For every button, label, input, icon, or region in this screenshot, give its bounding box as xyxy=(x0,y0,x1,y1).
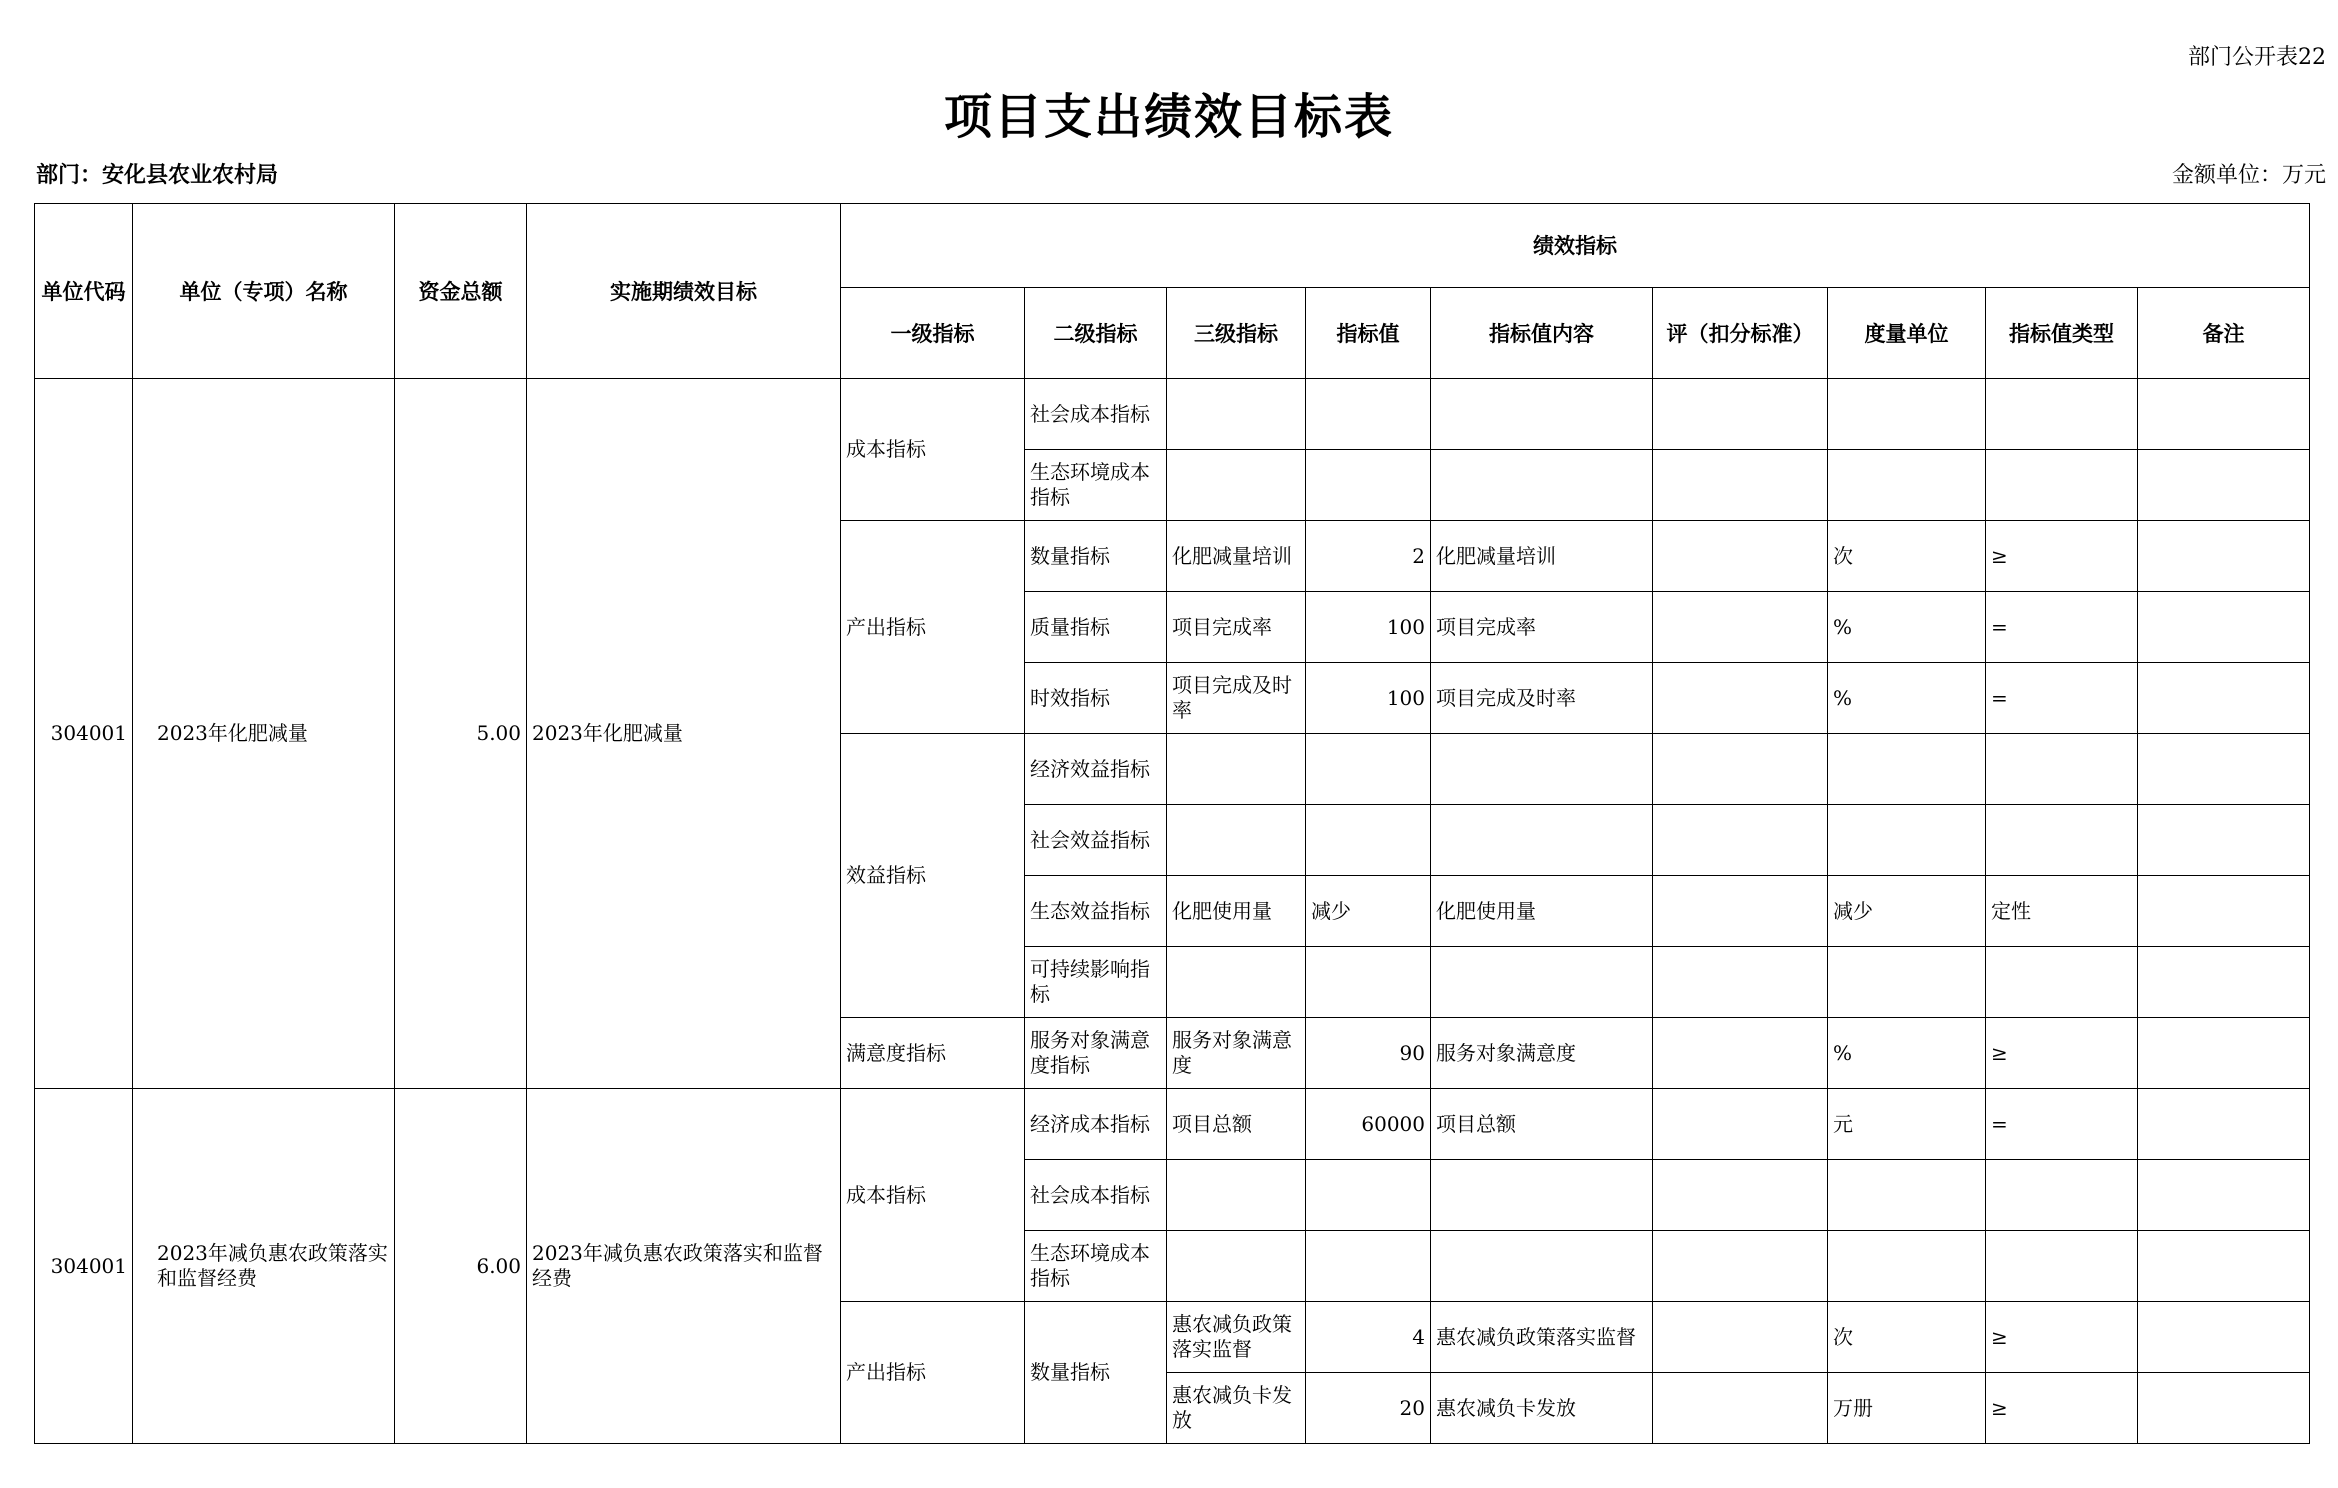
value-cell: 4 xyxy=(1306,1302,1431,1373)
value-content-cell: 项目完成及时率 xyxy=(1431,663,1653,734)
value-type-cell: ≥ xyxy=(1986,1018,2138,1089)
value-cell: 100 xyxy=(1306,592,1431,663)
value-type-cell xyxy=(1986,805,2138,876)
value-type-cell xyxy=(1986,450,2138,521)
value-content-cell: 惠农减负政策落实监督 xyxy=(1431,1302,1653,1373)
header-remark: 备注 xyxy=(2138,288,2310,379)
header-value-type: 指标值类型 xyxy=(1986,288,2138,379)
value-cell xyxy=(1306,379,1431,450)
remark-cell xyxy=(2138,450,2310,521)
value-type-cell xyxy=(1986,947,2138,1018)
value-cell xyxy=(1306,1160,1431,1231)
level2-cell: 生态环境成本指标 xyxy=(1025,450,1167,521)
level1-cell: 满意度指标 xyxy=(841,1018,1025,1089)
value-cell: 2 xyxy=(1306,521,1431,592)
total-funds-cell: 5.00 xyxy=(395,379,527,1089)
level3-cell: 化肥使用量 xyxy=(1167,876,1306,947)
value-cell xyxy=(1306,947,1431,1018)
level3-cell: 项目完成及时率 xyxy=(1167,663,1306,734)
value-content-cell xyxy=(1431,734,1653,805)
level3-cell: 化肥减量培训 xyxy=(1167,521,1306,592)
measure-unit-cell xyxy=(1828,947,1986,1018)
measure-unit-cell: % xyxy=(1828,663,1986,734)
level2-cell: 服务对象满意度指标 xyxy=(1025,1018,1167,1089)
scoring-cell xyxy=(1653,1018,1828,1089)
table-row xyxy=(35,379,2310,450)
table-row xyxy=(35,1089,2310,1160)
header-indicators: 绩效指标 xyxy=(841,204,2310,288)
value-content-cell xyxy=(1431,379,1653,450)
level1-cell: 产出指标 xyxy=(841,1302,1025,1444)
scoring-cell xyxy=(1653,592,1828,663)
value-type-cell: = xyxy=(1986,592,2138,663)
level3-cell: 项目完成率 xyxy=(1167,592,1306,663)
remark-cell xyxy=(2138,876,2310,947)
value-cell: 20 xyxy=(1306,1373,1431,1444)
measure-unit-cell xyxy=(1828,450,1986,521)
measure-unit-cell xyxy=(1828,379,1986,450)
scoring-cell xyxy=(1653,379,1828,450)
level2-cell: 数量指标 xyxy=(1025,521,1167,592)
remark-cell xyxy=(2138,521,2310,592)
measure-unit-cell xyxy=(1828,1231,1986,1302)
measure-unit-cell xyxy=(1828,805,1986,876)
measure-unit-cell: % xyxy=(1828,1018,1986,1089)
table-body xyxy=(35,379,2310,1444)
unit-name-cell: 2023年化肥减量 xyxy=(133,379,395,1089)
level2-cell: 可持续影响指标 xyxy=(1025,947,1167,1018)
value-content-cell: 化肥减量培训 xyxy=(1431,521,1653,592)
header-total-funds: 资金总额 xyxy=(395,204,527,379)
value-content-cell: 惠农减负卡发放 xyxy=(1431,1373,1653,1444)
remark-cell xyxy=(2138,947,2310,1018)
value-cell: 90 xyxy=(1306,1018,1431,1089)
scoring-cell xyxy=(1653,1302,1828,1373)
level2-cell: 生态效益指标 xyxy=(1025,876,1167,947)
value-type-cell: = xyxy=(1986,663,2138,734)
measure-unit-cell xyxy=(1828,1160,1986,1231)
remark-cell xyxy=(2138,1373,2310,1444)
scoring-cell xyxy=(1653,805,1828,876)
value-content-cell xyxy=(1431,947,1653,1018)
level3-cell xyxy=(1167,947,1306,1018)
scoring-cell xyxy=(1653,734,1828,805)
value-type-cell: 定性 xyxy=(1986,876,2138,947)
remark-cell xyxy=(2138,805,2310,876)
remark-cell xyxy=(2138,592,2310,663)
header-scoring: 评（扣分标准） xyxy=(1653,288,1828,379)
value-content-cell xyxy=(1431,450,1653,521)
scoring-cell xyxy=(1653,1231,1828,1302)
level2-cell: 生态环境成本指标 xyxy=(1025,1231,1167,1302)
performance-table xyxy=(34,203,2310,1444)
header-unit-code: 单位代码 xyxy=(35,204,133,379)
value-cell: 减少 xyxy=(1306,876,1431,947)
remark-cell xyxy=(2138,734,2310,805)
level2-cell: 社会效益指标 xyxy=(1025,805,1167,876)
remark-cell xyxy=(2138,663,2310,734)
measure-unit-cell: 万册 xyxy=(1828,1373,1986,1444)
level3-cell xyxy=(1167,1160,1306,1231)
department-label: 部门：安化县农业农村局 xyxy=(36,162,279,188)
measure-unit-cell xyxy=(1828,734,1986,805)
level1-cell: 产出指标 xyxy=(841,521,1025,734)
unit-name-cell: 2023年减负惠农政策落实和监督经费 xyxy=(133,1089,395,1444)
remark-cell xyxy=(2138,1018,2310,1089)
remark-cell xyxy=(2138,1160,2310,1231)
measure-unit-cell: % xyxy=(1828,592,1986,663)
level3-cell: 项目总额 xyxy=(1167,1089,1306,1160)
value-cell xyxy=(1306,805,1431,876)
measure-unit-cell: 元 xyxy=(1828,1089,1986,1160)
total-funds-cell: 6.00 xyxy=(395,1089,527,1444)
level3-cell xyxy=(1167,379,1306,450)
level3-cell xyxy=(1167,805,1306,876)
amount-unit-label: 金额单位：万元 xyxy=(2171,163,2326,188)
value-content-cell xyxy=(1431,1160,1653,1231)
value-content-cell: 项目总额 xyxy=(1431,1089,1653,1160)
header-unit-name: 单位（专项）名称 xyxy=(133,204,395,379)
value-content-cell: 项目完成率 xyxy=(1431,592,1653,663)
level3-cell: 惠农减负政策落实监督 xyxy=(1167,1302,1306,1373)
scoring-cell xyxy=(1653,1089,1828,1160)
value-type-cell: = xyxy=(1986,1089,2138,1160)
level3-cell xyxy=(1167,1231,1306,1302)
scoring-cell xyxy=(1653,521,1828,592)
header-level2: 二级指标 xyxy=(1025,288,1167,379)
level2-cell: 社会成本指标 xyxy=(1025,1160,1167,1231)
header-value: 指标值 xyxy=(1306,288,1431,379)
value-type-cell xyxy=(1986,1160,2138,1231)
form-number: 部门公开表22 xyxy=(2188,45,2326,70)
remark-cell xyxy=(2138,379,2310,450)
page-title: 项目支出绩效目标表 xyxy=(943,89,1394,145)
level2-cell: 社会成本指标 xyxy=(1025,379,1167,450)
value-type-cell xyxy=(1986,379,2138,450)
level3-cell: 惠农减负卡发放 xyxy=(1167,1373,1306,1444)
header-measure-unit: 度量单位 xyxy=(1828,288,1986,379)
header-level3: 三级指标 xyxy=(1167,288,1306,379)
goal-cell: 2023年化肥减量 xyxy=(527,379,841,1089)
value-content-cell xyxy=(1431,805,1653,876)
remark-cell xyxy=(2138,1302,2310,1373)
scoring-cell xyxy=(1653,1160,1828,1231)
level1-cell: 效益指标 xyxy=(841,734,1025,1018)
measure-unit-cell: 次 xyxy=(1828,521,1986,592)
level1-cell: 成本指标 xyxy=(841,1089,1025,1302)
remark-cell xyxy=(2138,1231,2310,1302)
header-value-content: 指标值内容 xyxy=(1431,288,1653,379)
level3-cell xyxy=(1167,450,1306,521)
scoring-cell xyxy=(1653,1373,1828,1444)
scoring-cell xyxy=(1653,663,1828,734)
level2-cell: 质量指标 xyxy=(1025,592,1167,663)
value-type-cell: ≥ xyxy=(1986,521,2138,592)
value-type-cell: ≥ xyxy=(1986,1302,2138,1373)
scoring-cell xyxy=(1653,450,1828,521)
level2-cell: 数量指标 xyxy=(1025,1302,1167,1444)
value-type-cell: ≥ xyxy=(1986,1373,2138,1444)
value-cell xyxy=(1306,1231,1431,1302)
unit-code-cell: 304001 xyxy=(35,1089,133,1444)
value-content-cell xyxy=(1431,1231,1653,1302)
scoring-cell xyxy=(1653,947,1828,1018)
value-type-cell xyxy=(1986,734,2138,805)
remark-cell xyxy=(2138,1089,2310,1160)
measure-unit-cell: 减少 xyxy=(1828,876,1986,947)
unit-code-cell: 304001 xyxy=(35,379,133,1089)
header-goal: 实施期绩效目标 xyxy=(527,204,841,379)
level1-cell: 成本指标 xyxy=(841,379,1025,521)
level3-cell: 服务对象满意度 xyxy=(1167,1018,1306,1089)
value-type-cell xyxy=(1986,1231,2138,1302)
value-cell xyxy=(1306,734,1431,805)
value-cell: 60000 xyxy=(1306,1089,1431,1160)
level2-cell: 时效指标 xyxy=(1025,663,1167,734)
value-cell: 100 xyxy=(1306,663,1431,734)
level2-cell: 经济效益指标 xyxy=(1025,734,1167,805)
scoring-cell xyxy=(1653,876,1828,947)
level3-cell xyxy=(1167,734,1306,805)
value-cell xyxy=(1306,450,1431,521)
measure-unit-cell: 次 xyxy=(1828,1302,1986,1373)
header-level1: 一级指标 xyxy=(841,288,1025,379)
goal-cell: 2023年减负惠农政策落实和监督经费 xyxy=(527,1089,841,1444)
value-content-cell: 化肥使用量 xyxy=(1431,876,1653,947)
level2-cell: 经济成本指标 xyxy=(1025,1089,1167,1160)
value-content-cell: 服务对象满意度 xyxy=(1431,1018,1653,1089)
